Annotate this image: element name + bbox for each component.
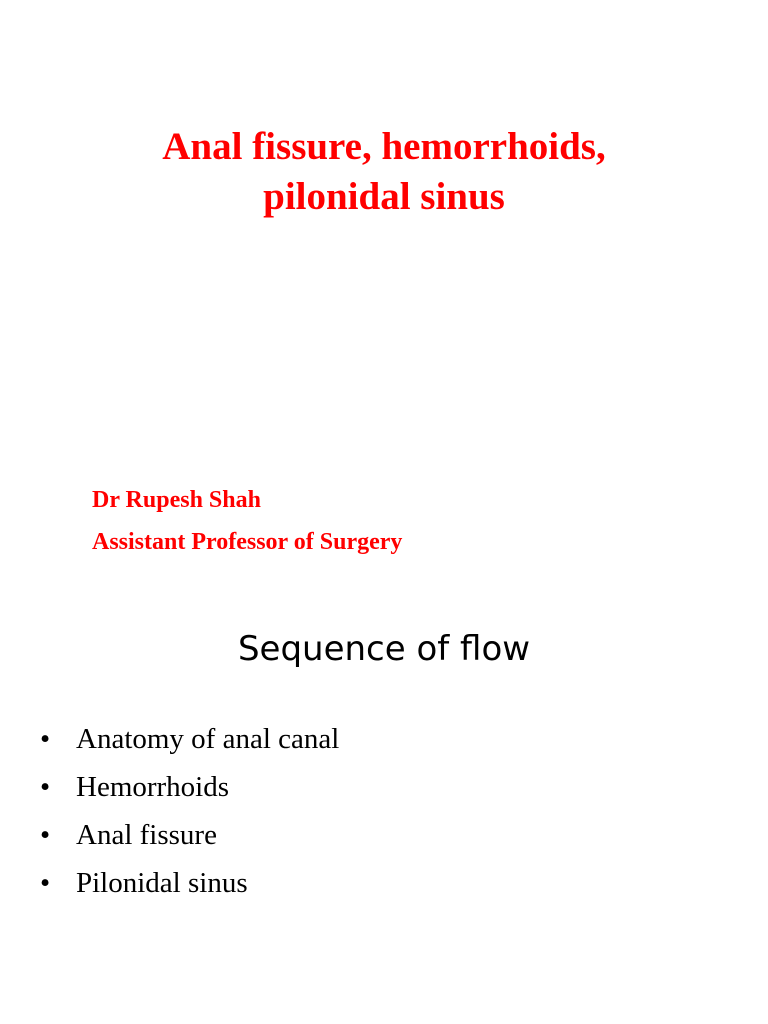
bullet-icon: • [40, 819, 51, 851]
list-item-text: Hemorrhoids [76, 771, 230, 803]
list-item-text: Pilonidal sinus [76, 867, 248, 899]
list-item [40, 811, 339, 859]
sequence-slide [0, 590, 768, 1024]
author-role: Assistant Professor of Surgery [92, 529, 403, 555]
slide-heading: Sequence of flow [237, 629, 531, 669]
list-item-text: Anatomy of anal canal [76, 723, 340, 755]
list-item [40, 859, 339, 907]
title-line-1: Anal fissure, hemorrhoids, [162, 125, 606, 168]
author-name: Dr Rupesh Shah [92, 487, 261, 513]
bullet-list [40, 715, 339, 907]
title-line-2: pilonidal sinus [263, 175, 505, 218]
list-item [40, 763, 339, 811]
list-item-text: Anal fissure [76, 819, 217, 851]
author-block [92, 479, 402, 563]
bullet-icon: • [40, 771, 51, 803]
presentation-title [0, 122, 768, 222]
bullet-icon: • [40, 867, 51, 899]
list-item [40, 715, 339, 763]
bullet-icon: • [40, 723, 51, 755]
